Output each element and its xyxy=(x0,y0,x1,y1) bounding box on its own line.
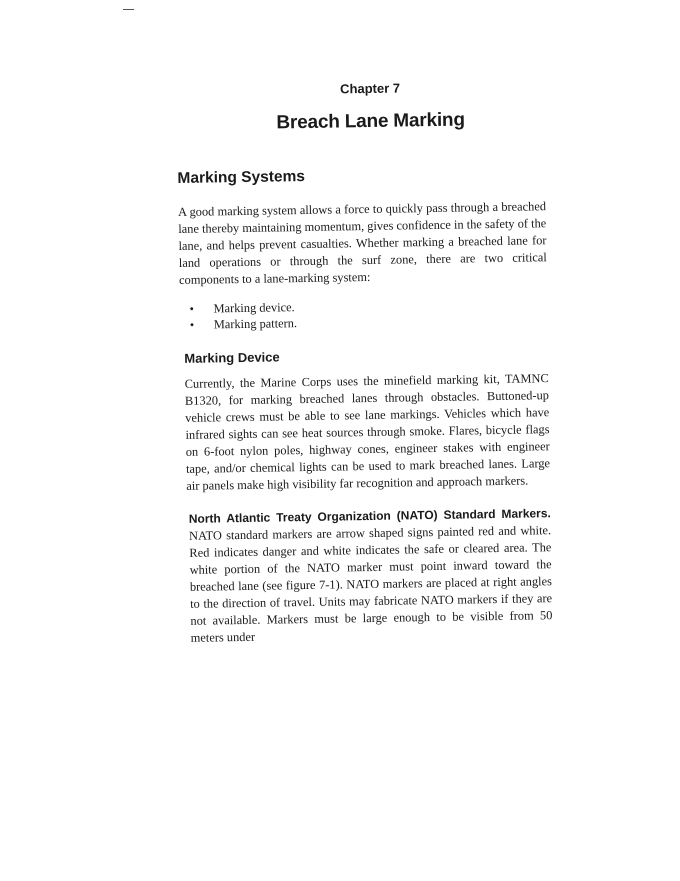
scan-corner-mark xyxy=(123,9,134,10)
nato-paragraph-text: NATO standard markers are arrow shaped signs painted red and white. Red indicates danger and white indicates the safe or cleared area. The white portion of the NATO marker must point inward toward the breached lane (see figure 7-1). NATO markers are placed at right angles to the direction of travel. Units may fabricate NATO markers if they are not available. Markers must be large enough to be visible from 50 meters under xyxy=(188,523,553,645)
component-list xyxy=(179,295,547,333)
bullet-icon: • xyxy=(189,317,195,332)
intro-paragraph: A good marking system allows a force to quickly pass through a breached lane thereby maintaining momentum, gives confidence in the safety of the lane, and helps prevent casualties. Whether marking a breached lane for land operations or through the surf zone, there are two critical components to a lane-marking system: xyxy=(177,199,547,287)
chapter-label: Chapter 7 xyxy=(339,80,401,97)
marking-device-paragraph: Currently, the Marine Corps uses the minefield marking kit, TAMNC B1320, for marking breached lanes through obstacles. Buttoned-up vehicle crews must be able to see lane markings. Vehicles which have infrared sights can see heat sources through smoke. Flares, bicycle flags on 6-foot nylon poles, highway cones, engineer stakes with engineer tape, and/or chemical lights can be used to mark breached lanes. Large air panels make high visibility far recognition and approach markers. xyxy=(184,371,551,493)
nato-paragraph xyxy=(189,505,553,647)
bullet-icon: • xyxy=(189,301,194,316)
list-item-text: Marking pattern. xyxy=(213,316,298,332)
list-item-text: Marking device. xyxy=(213,300,295,316)
nato-run-in-heading: North Atlantic Treaty Organization (NATO) Standard Markers. xyxy=(188,506,551,526)
marking-device-heading: Marking Device xyxy=(184,349,280,366)
chapter-title: Breach Lane Marking xyxy=(276,109,465,134)
section-heading: Marking Systems xyxy=(177,167,306,187)
page-content xyxy=(176,78,553,647)
